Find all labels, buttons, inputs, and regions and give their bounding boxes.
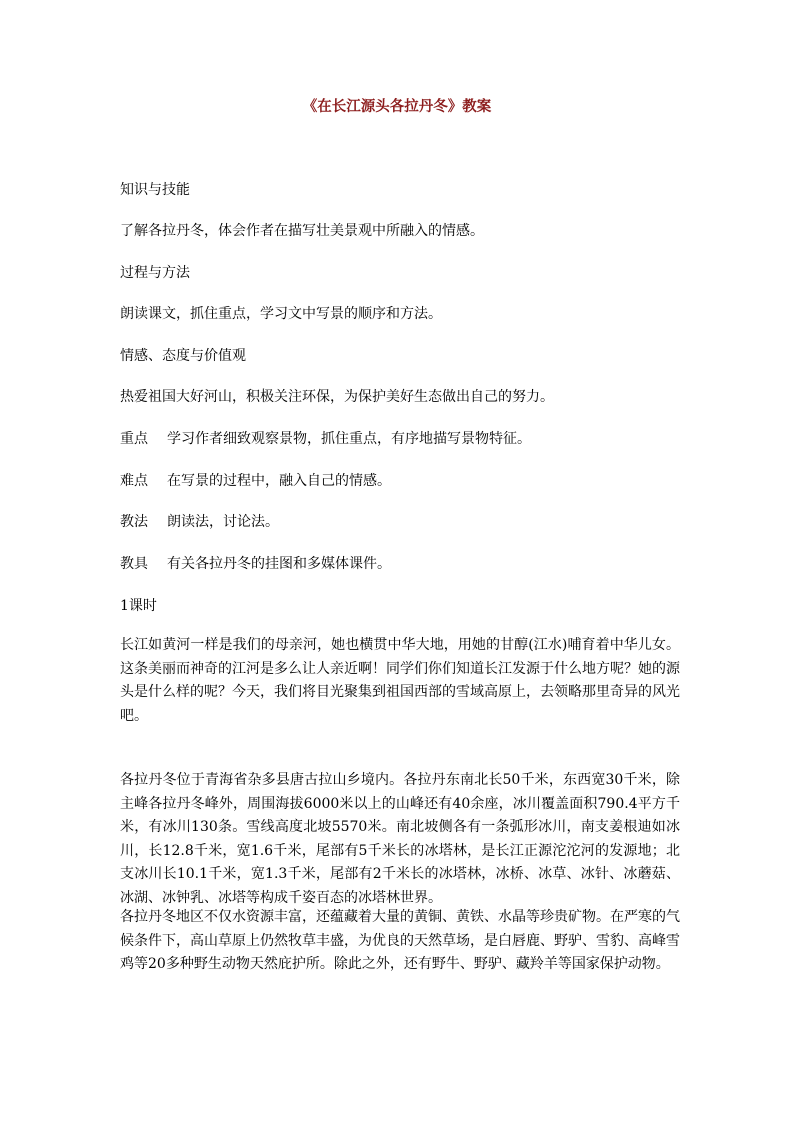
item-label: 教法 xyxy=(120,514,148,530)
item-teaching-aids xyxy=(120,555,391,573)
item-teaching-method xyxy=(120,513,279,531)
paragraph-geography: 各拉丹冬位于青海省杂多县唐古拉山乡境内。各拉丹东南北长50千米，东西宽30千米，除主峰各拉丹冬峰外，周围海拔6000米以上的山峰还有40余座，冰川覆盖面积790.4平方千米，有冰川130条。雪线高度北坡5570米。南北坡侧各有一条弧形冰川，南支姜根迪如冰川，长12.8千米，宽1.6千米，尾部有5千米长的冰塔林，是长江正源沱沱河的发源地；北支冰川长10.1千米，宽1.3千米，尾部有2千米长的冰塔林，冰桥、冰草、冰针、冰蘑菇、冰湖、冰钟乳、冰塔等构成千姿百态的冰塔林世界。 xyxy=(120,772,680,906)
heading-knowledge-skills: 知识与技能 xyxy=(120,182,190,198)
item-text: 学习作者细致观察景物，抓住重点，有序地描写景物特征。 xyxy=(167,431,531,447)
paragraph-resources: 各拉丹冬地区不仅水资源丰富，还蕴藏着大量的黄铜、黄铁、水晶等珍贵矿物。在严寒的气候条件下，高山草原上仍然牧草丰盛，为优良的天然草场，是白唇鹿、野驴、雪豹、高峰雪鸡等20多种野生动物天然庇护所。除此之外，还有野牛、野驴、藏羚羊等国家保护动物。 xyxy=(120,909,680,972)
item-label: 难点 xyxy=(120,473,148,489)
paragraph-intro: 长江如黄河一样是我们的母亲河，她也横贯中华大地，用她的甘醇(江水)哺育着中华儿女。这条美丽而神奇的江河是多么让人亲近啊！同学们你们知道长江发源于什么地方呢？她的源头是什么样的呢？今天，我们将目光聚集到祖国西部的雪域高原上，去领略那里奇异的风光吧。 xyxy=(120,637,680,724)
item-key-point xyxy=(120,430,531,448)
text-process-method: 朗读课文，抓住重点，学习文中写景的顺序和方法。 xyxy=(120,306,442,322)
heading-emotion-values: 情感、态度与价值观 xyxy=(120,348,246,364)
text-knowledge-skills: 了解各拉丹冬，体会作者在描写壮美景观中所融入的情感。 xyxy=(120,223,484,239)
item-text: 有关各拉丹冬的挂图和多媒体课件。 xyxy=(167,556,391,572)
lesson-duration: 1课时 xyxy=(120,598,157,614)
item-text: 在写景的过程中，融入自己的情感。 xyxy=(167,473,391,489)
heading-process-method: 过程与方法 xyxy=(120,265,190,281)
item-label: 教具 xyxy=(120,556,148,572)
item-difficulty xyxy=(120,472,391,490)
item-label: 重点 xyxy=(120,431,148,447)
item-text: 朗读法，讨论法。 xyxy=(167,514,279,530)
text-emotion-values: 热爱祖国大好河山，积极关注环保，为保护美好生态做出自己的努力。 xyxy=(120,389,554,405)
document-title: 《在长江源头各拉丹冬》教案 xyxy=(302,98,492,115)
